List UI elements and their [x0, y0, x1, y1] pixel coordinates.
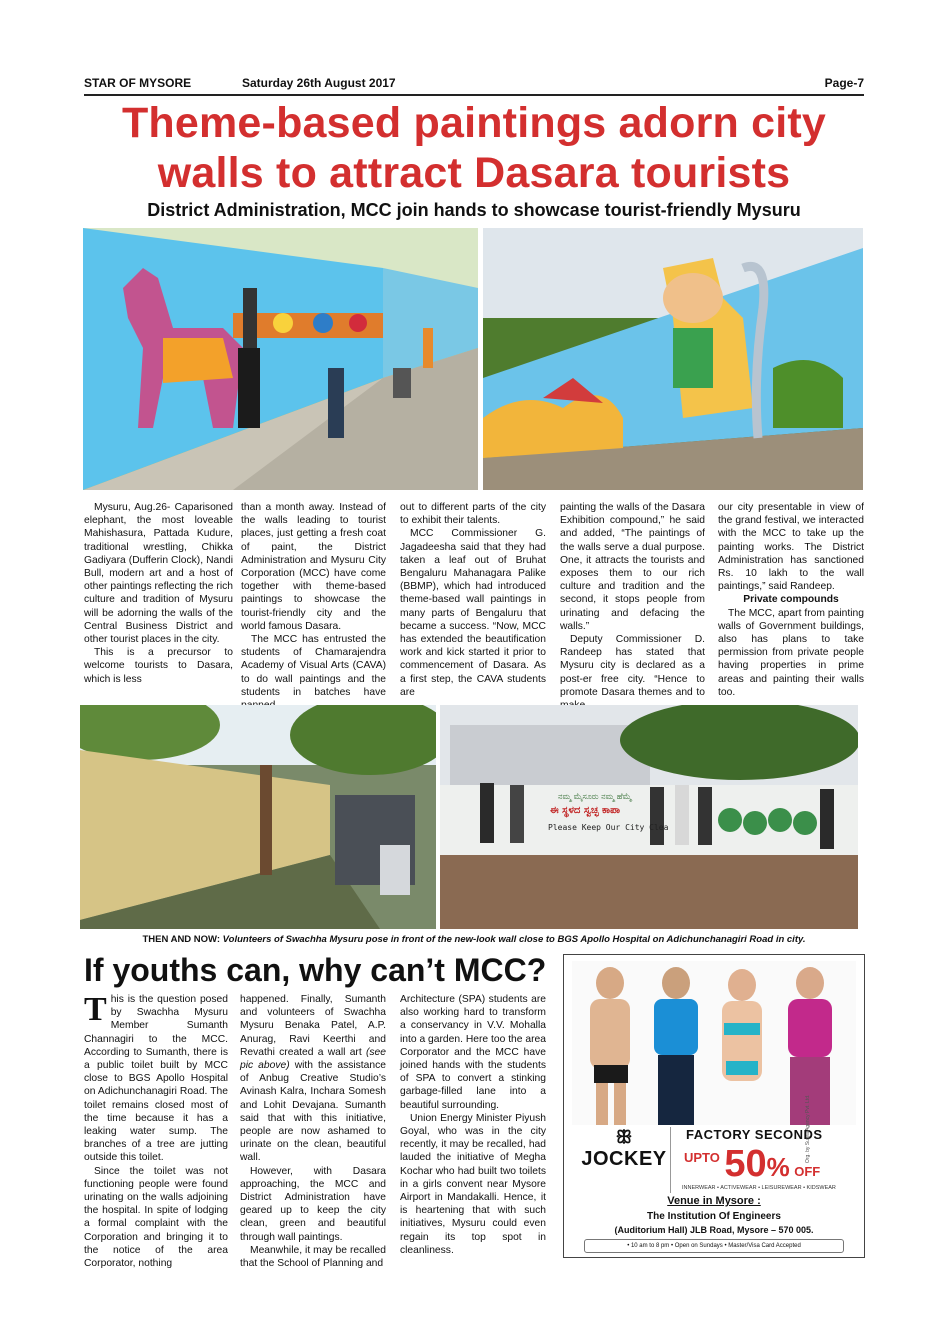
- paragraph: Union Energy Minister Piyush Goyal, who was in the city recently, it may be recalled, had lauded the initiative of Megha Kochar who had built two toilets in a girls convent near Mysore Airport in Mandakalli. Hence, it is heartening that with such initiatives, Mysuru could even regain its top spot in cleanliness.: [400, 1112, 546, 1256]
- off-label: OFF: [794, 1164, 821, 1179]
- paragraph: This is a precursor to welcome tourists to Dasara, which is less: [84, 647, 233, 685]
- page-number: Page-7: [824, 76, 864, 90]
- venue-label: Venue in Mysore :: [667, 1195, 761, 1207]
- issue-date: Saturday 26th August 2017: [242, 76, 396, 90]
- main-headline: Theme-based paintings adorn city walls to attract Dasara tourists: [121, 99, 827, 197]
- photo-new-wall-volunteers: [440, 705, 858, 929]
- wall-text-line-2: ಈ ಸ್ಥಳದ ಸ್ವಚ್ಛ ಕಾಪಾ: [550, 805, 621, 816]
- section-subhead: Private compounds: [743, 594, 839, 606]
- article1-column-5: [718, 501, 864, 699]
- upto-label: UPTO: [684, 1150, 720, 1165]
- paragraph: his is the question posed by Swachha Mysuru Member Sumanth Channagiri to the MCC. According to Sumanth, there is a public toilet built by MCC close to BGS Apollo Hospital on Adichunchanagiri Road. The toilet remains closed most of the time because it has a leaking water sump. The branches of a tree are jutting outside this toilet.: [84, 994, 228, 1164]
- paragraph: Architecture (SPA) students are also working hard to transform a conservancy in V.V. Mohalla into a garden. Here too the area Corporator and the MCC have joined hands with the students of SPA to convert a stinking garbage-filled lane into a beautiful surrounding.: [400, 994, 546, 1111]
- photo-caption: [84, 934, 864, 945]
- wall-text-line-3: Please Keep Our City Clea: [548, 823, 669, 832]
- article2-column-3: [400, 993, 546, 1257]
- divider: [670, 1127, 671, 1193]
- paragraph: The MCC, apart from painting walls of Government buildings, also has plans to take permission from private people having properties in prime areas and painting their walls too.: [718, 607, 864, 698]
- paragraph: happened. Finally, Sumanth and volunteers of Swachha Mysuru Benaka Patel, A.P. Anurag, Ravi Keerthi and Revathi created a wall art: [240, 994, 386, 1058]
- venue-address: (Auditorium Hall) JLB Road, Mysore – 570 005.: [614, 1225, 814, 1235]
- jockey-logo: [574, 1127, 674, 1181]
- ad-models-image: [572, 961, 856, 1125]
- paragraph: MCC Commissioner G. Jagadeesha said that they had taken a leaf out of Bruhat Bengaluru Mahanagara Palike (BBMP), which had introduced theme-based wall paintings in many parts of Bengaluru that became a success. “Now, MCC has extended the beautification work and kick started it prior to commencement of Dasara. As a first step, the CAVA students are: [400, 528, 546, 698]
- paragraph: Deputy Commissioner D. Randeep has stated that Mysuru city is declared as a post-er free city. “Hence to promote Dasara themes and to: [560, 634, 705, 698]
- ad-organizer: Org. by Surya Agency Pvt. Ltd.: [805, 1094, 811, 1163]
- product-categories: INNERWEAR • ACTIVEWEAR • LEISUREWEAR • KIDSWEAR: [682, 1185, 836, 1191]
- paragraph: Mysuru, Aug.26- Caparisoned elephant, the most loveable Mahishasura, Pattada Kudure, traditional wrestling, Chikka Gadiyara (Dufferin Clock), Nandi Bull, modern art and a host of other paintings reflecting the rich culture and tradition of Mysuru will be adorning the walls of the Central Business District and other tourist places in the city.: [84, 502, 233, 646]
- jockey-advertisement: [563, 954, 865, 1258]
- paragraph: The MCC has entrusted the students of Chamarajendra Academy of Visual Arts (CAVA) to do wall paintings and the students in batches have: [241, 634, 386, 698]
- article1-column-4: [560, 501, 705, 712]
- caption-lead: THEN AND NOW:: [142, 934, 221, 945]
- paragraph: However, with Dasara approaching, the MCC and District Administration have geared up to keep the city clean, green and beautiful through wall paintings.: [240, 1165, 386, 1243]
- article1-column-3: [400, 501, 546, 699]
- factory-seconds: FACTORY SECONDS: [686, 1127, 823, 1142]
- article1-column-2: [241, 501, 386, 712]
- paper-name: STAR OF MYSORE: [84, 76, 192, 90]
- paragraph: painting the walls of the Dasara Exhibition compound,” he said and added, “The paintings of the walls serve a dual purpose. One, it attracts the tourists and exposes them to our rich culture and tradition and the second, it stops people from urinating and defacing the walls.”: [560, 502, 705, 632]
- jockey-mark-icon: ꕥ: [615, 1127, 633, 1147]
- ad-footer: • 10 am to 8 pm • Open on Sundays • Master/Visa Card Accepted: [584, 1239, 844, 1253]
- paragraph: our city presentable in view of the grand festival, we interacted with the MCC to take up the painting works. The District Administration has sanctioned Rs. 10 lakh to the wall paintings,” said Randeep.: [718, 502, 864, 593]
- caption-text: Volunteers of Swachha Mysuru pose in front of the new-look wall close to BGS Apollo Hospital on Adichunchanagiri Road in city.: [222, 934, 806, 945]
- discount-banner: [684, 1143, 820, 1186]
- subheadline: District Administration, MCC join hands to showcase tourist-friendly Mysuru: [147, 200, 801, 220]
- paragraph: Meanwhile, it may be recalled that the School of Planning and: [240, 1244, 386, 1270]
- photo-old-wall: [80, 705, 436, 929]
- article2-headline: If youths can, why can’t MCC?: [84, 952, 547, 988]
- article2-column-2: [240, 993, 386, 1270]
- venue-name: The Institution Of Engineers: [647, 1211, 781, 1222]
- paragraph: Since the toilet was not functioning people were found urinating on the walls adjoining the hospital. In spite of lodging a formal complaint with the Corporation and bringing it to the notice of the area Corporator, nothing: [84, 1165, 228, 1270]
- page-header: [84, 74, 864, 96]
- article1-column-1: [84, 501, 233, 686]
- italic-reference: (see pic above): [240, 1046, 386, 1072]
- brand-name: JOCKEY: [581, 1148, 667, 1170]
- drop-cap: T: [84, 991, 107, 1028]
- photo-horse-mural: [83, 228, 478, 490]
- paragraph: out to different parts of the city to exhibit their talents.: [400, 502, 546, 527]
- wall-text-line-1: ನಮ್ಮ ಮೈಸೂರು ನಮ್ಮ ಹೆಮ್ಮೆ: [558, 792, 632, 801]
- paragraph: with the assistance of Anbug Creative Studio’s Avinash Kalra, Inchara Somesh and Lohit Devajana. Sumanth said that with this initiative, people are now ashamed to urinate on the clean, beautiful wall.: [240, 1060, 386, 1164]
- percent-sign: %: [766, 1152, 790, 1182]
- discount-value: 50: [724, 1143, 767, 1185]
- photo-mahishasura-mural: [483, 228, 863, 490]
- paragraph: than a month away. Instead of the walls leading to tourist places, just getting a fresh coat of paint, the District Administration and Mysuru City Corporation (MCC) have come together with theme-based paintings to showcase the tourist-friendly city and the world famous Dasara.: [241, 502, 386, 632]
- article2-column-1: [84, 993, 228, 1270]
